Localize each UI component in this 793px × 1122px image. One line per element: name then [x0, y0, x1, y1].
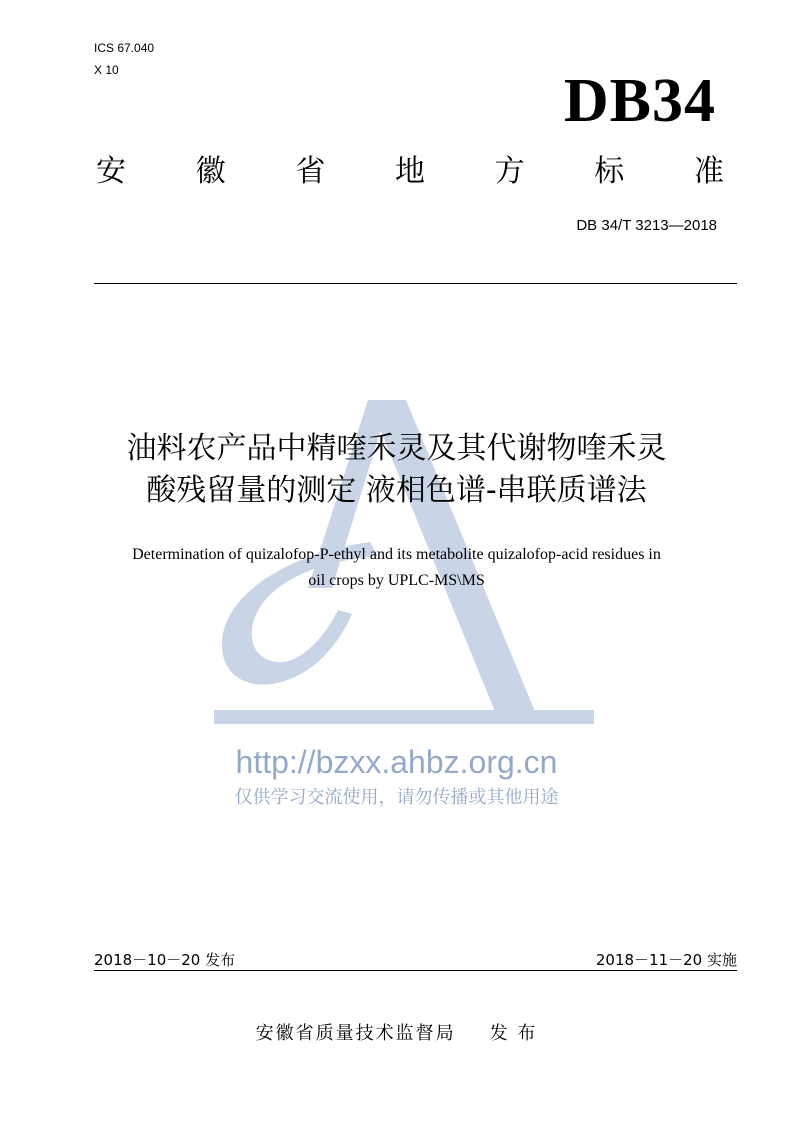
standard-type-char: 徽	[195, 154, 226, 189]
standard-type-char: 安	[96, 154, 126, 189]
watermark-logo-base	[214, 710, 594, 724]
issuing-authority: 安徽省质量技术监督局	[255, 1023, 456, 1044]
standard-type-char: 省	[295, 154, 326, 189]
standard-type-char: 标	[594, 154, 625, 189]
standard-type-char: 方	[494, 154, 525, 189]
watermark-url: http://bzxx.ahbz.org.cn	[235, 744, 558, 780]
date-divider	[94, 970, 737, 971]
title-cn-line: 油料农产品中精喹禾灵及其代谢物喹禾灵	[126, 431, 667, 466]
issue-date: 2018－10－20 发布	[94, 951, 236, 969]
header-divider	[94, 283, 737, 284]
watermark-note: 仅供学习交流使用，请勿传播或其他用途	[234, 787, 559, 808]
standard-number: DB 34/T 3213—2018	[576, 217, 717, 234]
implementation-date: 2018－11－20 实施	[595, 951, 737, 969]
issue-action: 发 布	[489, 1023, 538, 1044]
standard-type-char: 地	[394, 154, 425, 189]
publisher-line	[0, 1020, 793, 1048]
ics-code: ICS 67.040	[94, 41, 155, 55]
title-cn-line: 酸残留量的测定 液相色谱-串联质谱法	[146, 473, 647, 508]
title-en-line: oil crops by UPLC-MS\MS	[308, 572, 485, 589]
document-title-en	[60, 542, 733, 594]
document-title-cn	[40, 428, 753, 512]
standard-type	[96, 152, 724, 192]
db-mark: DB34	[563, 67, 716, 135]
title-en-line: Determination of quizalofop-P-ethyl and its metabolite quizalofop-acid residues in	[132, 546, 661, 563]
standard-type-char: 准	[693, 154, 724, 189]
ccs-code: X 10	[94, 63, 119, 77]
